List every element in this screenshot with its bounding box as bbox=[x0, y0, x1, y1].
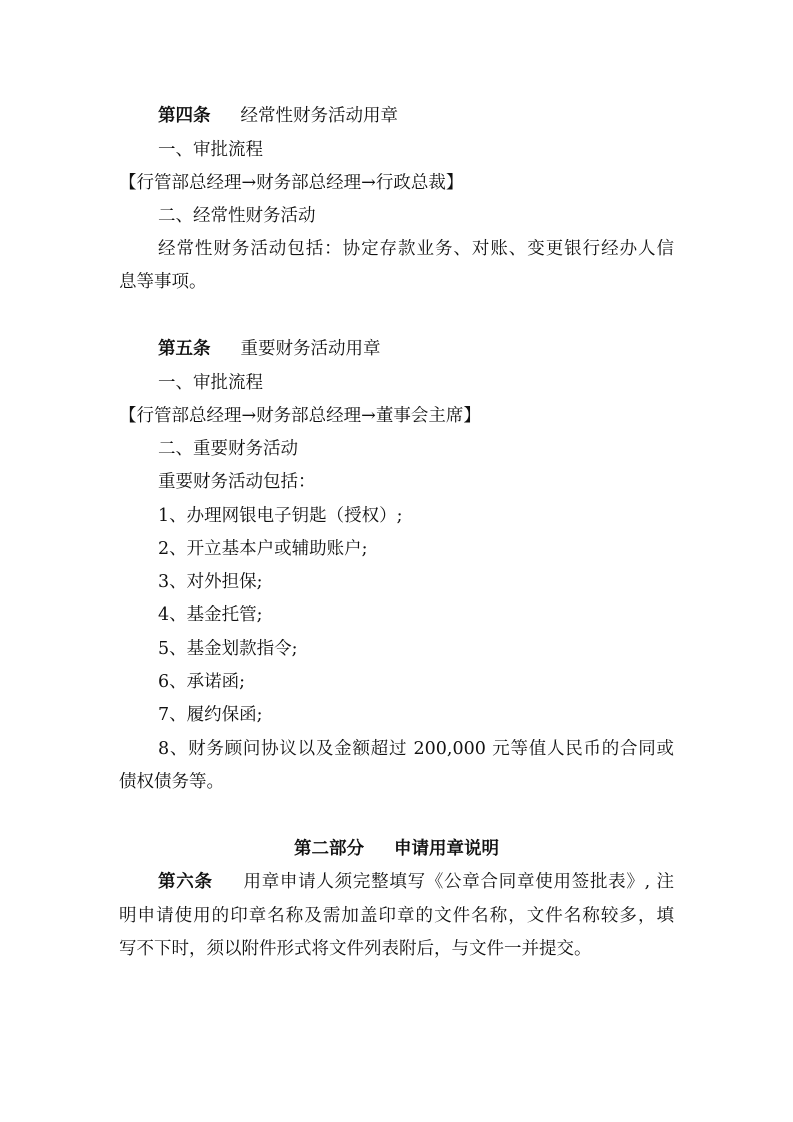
list-item: 5、基金划款指令; bbox=[158, 639, 298, 659]
part-2-title: 申请用章说明 bbox=[394, 839, 499, 859]
article-6-number: 第六条 bbox=[158, 872, 213, 892]
article-4-title: 经常性财务活动用章 bbox=[240, 106, 398, 126]
list-item: 2、开立基本户或辅助账户; bbox=[158, 539, 368, 559]
article-4-section-2: 二、经常性财务活动 bbox=[158, 206, 316, 226]
article-4-heading-line bbox=[158, 105, 398, 127]
article-4-approval-label: 一、审批流程 bbox=[158, 140, 263, 160]
article-6-text: 用章申请人须完整填写《公章合同章使用签批表》, 注 bbox=[242, 872, 675, 892]
article-5-intro: 重要财务活动包括： bbox=[158, 472, 316, 492]
article-4-desc-line-1: 经常性财务活动包括：协定存款业务、对账、变更银行经办人信 bbox=[158, 239, 674, 259]
article-5-approval-label: 一、审批流程 bbox=[158, 373, 263, 393]
list-item: 1、办理网银电子钥匙（授权）; bbox=[158, 506, 403, 526]
article-5-number: 第五条 bbox=[158, 339, 211, 359]
list-item: 3、对外担保; bbox=[158, 572, 263, 592]
part-2-label: 第二部分 bbox=[294, 839, 364, 859]
article-4-number: 第四条 bbox=[158, 106, 211, 126]
list-item-8-line-2: 债权债务等。 bbox=[119, 772, 224, 792]
list-item: 6、承诺函; bbox=[158, 672, 246, 692]
article-5-section-2: 二、重要财务活动 bbox=[158, 439, 298, 459]
list-item: 4、基金托管; bbox=[158, 605, 263, 625]
part-2-heading bbox=[0, 838, 793, 860]
article-4-desc-line-2: 息等事项。 bbox=[119, 272, 207, 292]
list-item: 7、履约保函; bbox=[158, 705, 263, 725]
article-6-line-2: 明申请使用的印章名称及需加盖印章的文件名称，文件名称较多，填 bbox=[119, 906, 674, 926]
article-6-line-1 bbox=[158, 871, 674, 893]
article-5-title: 重要财务活动用章 bbox=[240, 339, 381, 359]
article-5-heading-line bbox=[158, 338, 381, 360]
list-item-8-line-1: 8、财务顾问协议以及金额超过 200,000 元等值人民币的合同或 bbox=[158, 739, 674, 759]
article-6-line-3: 写不下时，须以附件形式将文件列表附后，与文件一并提交。 bbox=[119, 939, 592, 959]
article-5-approval-flow: 【行管部总经理→财务部总经理→董事会主席】 bbox=[119, 406, 481, 426]
article-4-approval-flow: 【行管部总经理→财务部总经理→行政总裁】 bbox=[119, 173, 464, 193]
